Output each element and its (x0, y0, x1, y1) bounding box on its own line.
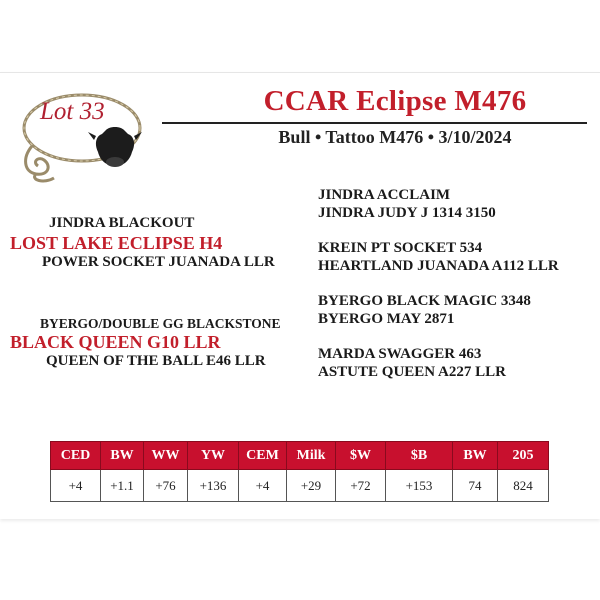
sire-sire-dam: JINDRA JUDY J 1314 3150 (318, 205, 496, 221)
epd-header-milk: Milk (287, 442, 336, 470)
epd-header-cem: CEM (239, 442, 287, 470)
animal-subtitle: Bull • Tattoo M476 • 3/10/2024 (278, 127, 512, 147)
animal-name: CCAR Eclipse M476 (263, 85, 527, 117)
sire-sire-sire: JINDRA ACCLAIM (318, 187, 451, 203)
epd-header-b-index: $B (386, 442, 453, 470)
epd-header-205: 205 (498, 442, 549, 470)
dam-sire-dam: BYERGO MAY 2871 (318, 311, 455, 327)
lot-label: Lot 33 (40, 98, 105, 125)
dam-sire: BYERGO/DOUBLE GG BLACKSTONE (40, 316, 281, 331)
sire-dam-sire: KREIN PT SOCKET 534 (318, 240, 483, 256)
dam: BLACK QUEEN G10 LLR (10, 332, 221, 352)
epd-value-205: 824 (498, 470, 549, 502)
epd-value-w-index: +72 (336, 470, 386, 502)
epd-header-yw: YW (188, 442, 239, 470)
epd-header-bw: BW (101, 442, 144, 470)
epd-header-ced: CED (51, 442, 101, 470)
epd-value-bw: +1.1 (101, 470, 144, 502)
epd-value-ww: +76 (144, 470, 188, 502)
dam-dam-sire: MARDA SWAGGER 463 (318, 346, 482, 362)
epd-header-row (51, 442, 549, 470)
epd-value-cem: +4 (239, 470, 287, 502)
epd-header-actual-bw: BW (453, 442, 498, 470)
sire-sire: JINDRA BLACKOUT (49, 215, 195, 231)
epd-table (50, 441, 549, 502)
epd-value-row (51, 470, 549, 502)
sire-dam-dam: HEARTLAND JUANADA A112 LLR (318, 258, 559, 274)
epd-header-w-index: $W (336, 442, 386, 470)
epd-value-yw: +136 (188, 470, 239, 502)
epd-value-ced: +4 (51, 470, 101, 502)
title-divider (162, 122, 587, 124)
dam-dam: QUEEN OF THE BALL E46 LLR (46, 353, 266, 369)
epd-value-milk: +29 (287, 470, 336, 502)
sire: LOST LAKE ECLIPSE H4 (10, 233, 223, 253)
epd-header-ww: WW (144, 442, 188, 470)
dam-dam-dam: ASTUTE QUEEN A227 LLR (318, 364, 506, 380)
epd-value-b-index: +153 (386, 470, 453, 502)
epd-value-actual-bw: 74 (453, 470, 498, 502)
sire-dam: POWER SOCKET JUANADA LLR (42, 254, 275, 270)
dam-sire-sire: BYERGO BLACK MAGIC 3348 (318, 293, 531, 309)
